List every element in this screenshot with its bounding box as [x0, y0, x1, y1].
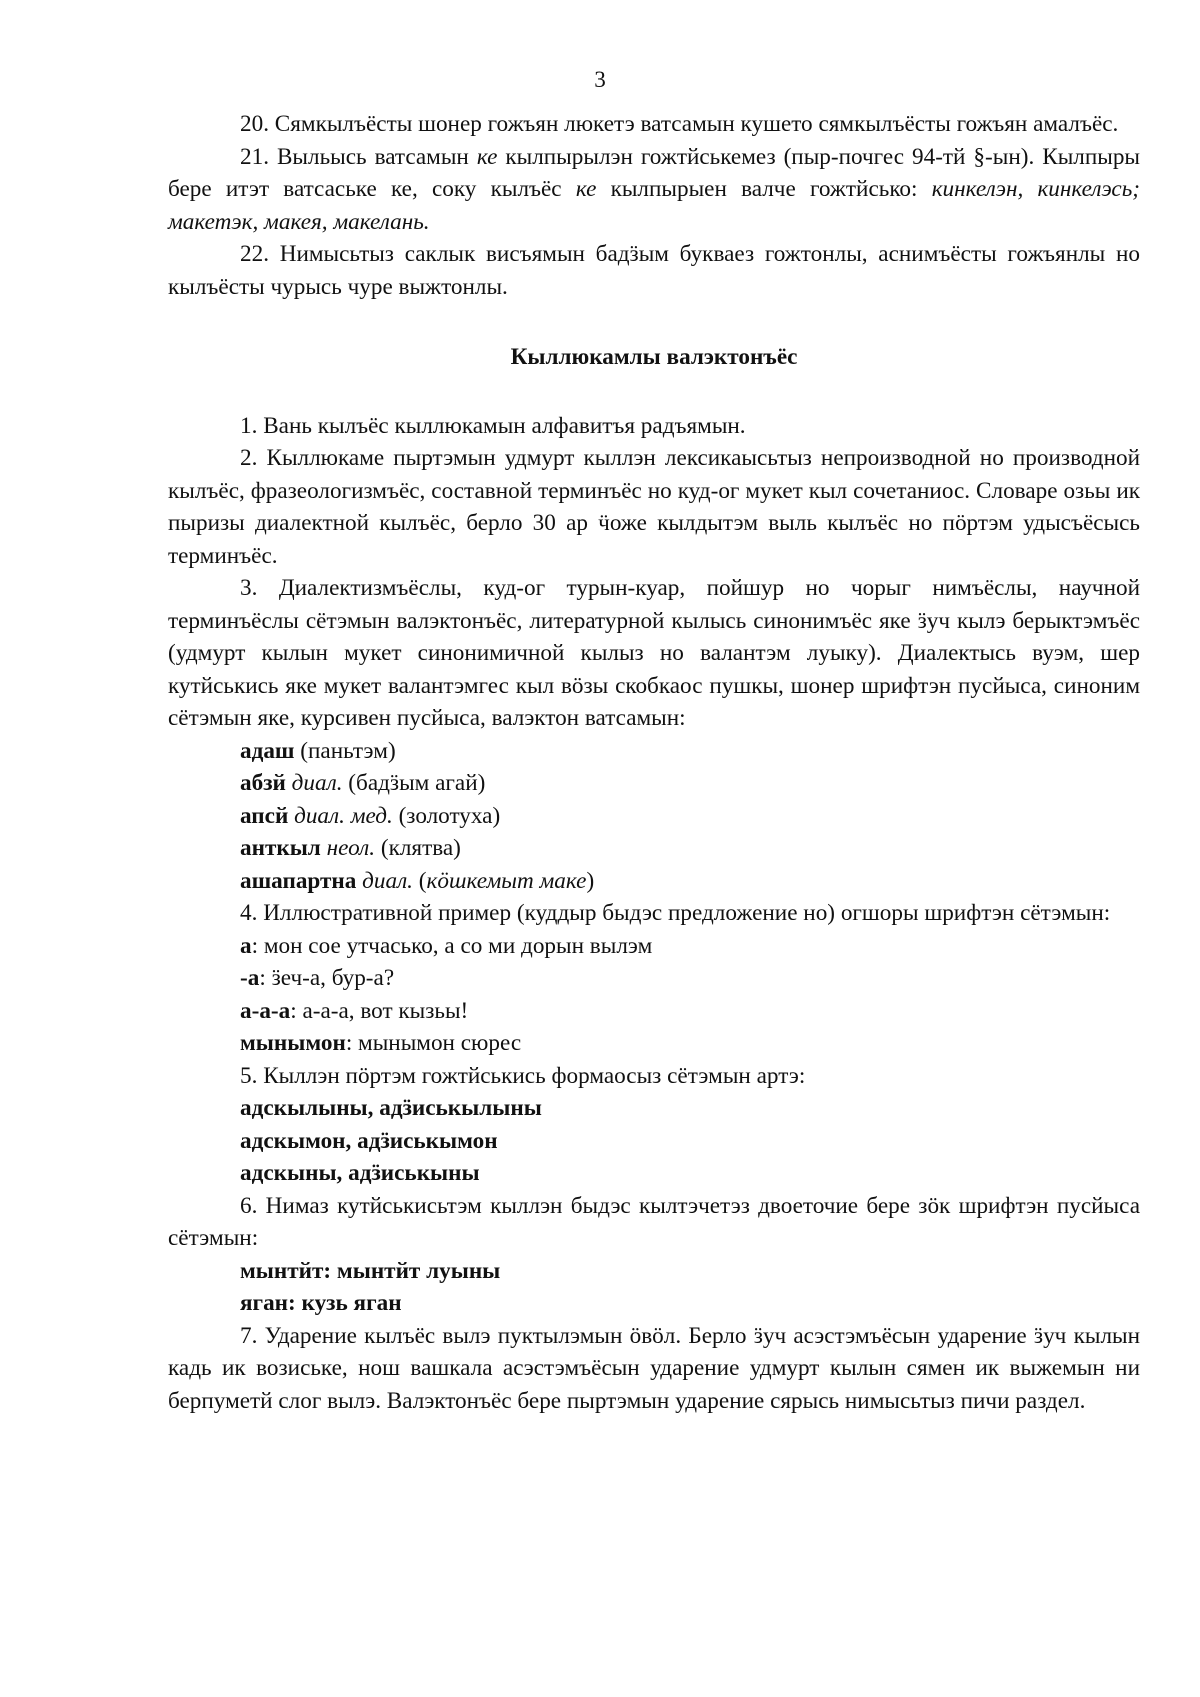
spelling-variant-example: адскыны, адӟиськыны [240, 1160, 480, 1186]
example-label: диал. мед. [288, 802, 393, 829]
example-headword: -а [240, 965, 260, 991]
paragraph-20: 20. Сямкылъёсты шонер гожъян люкетэ ватсамын кушето сямкылъёсты гожъян амалъёс. [240, 111, 1119, 137]
example-text: : мон сое утчасько, а со ми дорын вылэм [251, 932, 653, 959]
illustrative-example [240, 995, 1140, 1028]
phrase-example: мынтйт: мынтйт луыны [240, 1257, 501, 1284]
section-item-2: 2. Кыллюкаме пыртэмын удмурт кыллэн лексикаысьтыз непроизводной но производной кылъёс, фразеологизмъёс, составной терминъёс но куд-ог мукет кыл сочетаниос. Словаре озьы ик пыризы диалектной кылъёс, берло 30 ар ӵоже кылдытэм выль кылъёс но пӧртэм удысъёсысь терминъёс. [168, 445, 1140, 569]
illustrative-example [240, 962, 1140, 995]
dictionary-example [240, 865, 1140, 898]
example-headword: а-а-а [240, 997, 291, 1024]
example-label: неол. [320, 835, 376, 861]
example-gloss: (клятва) [375, 835, 461, 861]
spelling-variant-example: адскылыны, адӟиськылыны [240, 1095, 542, 1121]
example-headword: апсй [240, 802, 289, 829]
dictionary-example [240, 767, 1140, 800]
example-text: : мынымон сюрес [345, 1030, 522, 1056]
paragraph-21-ke-1: ке [476, 143, 498, 170]
phrase-example: яган: кузь яган [240, 1290, 402, 1316]
paragraph-21-text: 21. Выльысь ватсамын [240, 143, 477, 170]
example-headword: абзй [240, 770, 286, 796]
section-item-1: 1. Вань кылъёс кыллюкамын алфавитъя радъямын. [240, 412, 746, 439]
paragraph-22: 22. Нимысьтыз саклык висъямын бадӟым букваез гожтонлы, аснимъёсты гожъянлы но кылъёсты чурысь чуре выжтонлы. [168, 241, 1140, 300]
paragraph-21-text-3: кылпырыен валче гожтйсько: [596, 176, 932, 202]
illustrative-example [240, 930, 1140, 963]
example-gloss-close: ) [586, 867, 595, 894]
section-item-7: 7. Ударение кылъёс вылэ пуктылэмын ӧвӧл. Берло ӟуч асэстэмъёсын ударение ӟуч кылын кадь ик возиське, нош вашкала асэстэмъёсын ударение удмурт кылын сямен ик выжемын ни берпуметй слог вылэ. Валэктонъёс бере пыртэмын ударение сярысь нимысьтыз пичи раздел. [168, 1322, 1140, 1414]
example-headword: ашапартна [240, 867, 357, 894]
paragraph-21-ke-2: ке [575, 176, 597, 202]
example-headword: анткыл [240, 835, 321, 861]
example-label: диал. [356, 867, 413, 894]
paragraph-21-text-2: кылпырылэн гожтйськемез (пыр-почгес 94-тй §-ын). Кылпыры бере итэт ватсаське ке, соку кылъёс [168, 143, 1141, 202]
dictionary-example [240, 735, 1140, 768]
example-text: : ӟеч-а, бур-а? [259, 965, 395, 991]
example-gloss: (золотуха) [392, 802, 501, 829]
section-item-5: 5. Кыллэн пӧртэм гожтйськись формаосыз сётэмын артэ: [240, 1062, 806, 1089]
page-number: 3 [594, 67, 606, 93]
illustrative-example [240, 1027, 1140, 1060]
section-item-6: 6. Нимаз кутйськисьтэм кыллэн быдэс кылтэчетэз двоеточие бере зӧк шрифтэн пусйыса сётэмын: [168, 1192, 1140, 1251]
paragraph-21-examples: кинкелэн, кинкелэсь; макетэк, макея, макелань. [168, 176, 1140, 235]
example-gloss: (бадӟым агай) [342, 770, 486, 796]
example-gloss: (паньтэм) [294, 737, 396, 764]
example-headword: мынымон [240, 1030, 346, 1056]
example-gloss-italic: кӧшкемыт маке [426, 867, 587, 894]
dictionary-example [240, 800, 1140, 833]
example-gloss-open: ( [412, 867, 427, 894]
paragraph-21 [168, 141, 1140, 239]
section-heading: Кыллюкамлы валэктонъёс [510, 344, 798, 370]
example-label: диал. [285, 770, 343, 796]
section-item-4: 4. Иллюстративной пример (куддыр быдэс предложение но) огшоры шрифтэн сётэмын: [240, 900, 1111, 926]
example-headword: а [240, 932, 252, 959]
document-body [168, 108, 1140, 1417]
section-item-3: 3. Диалектизмъёслы, куд-ог турын-куар, пойшур но чорыг нимъёслы, научной терминъёслы сётэмын валэктонъёс, литературной кылысь синонимъёс яке ӟуч кылэ берыктэмъёс (удмурт кылын мукет синонимичной кылыз но валантэм луыку). Диалектысь вуэм, шер кутйськись яке мукет валантэмгес кыл вӧзы скобкаос пушкы, шонер шрифтэн пусйыса, синоним сётэмын яке, курсивен пусйыса, валэктон ватсамын: [168, 575, 1140, 731]
example-text: : а-а-а, вот кызьы! [290, 997, 469, 1024]
spelling-variant-example: адскымон, адӟиськымон [240, 1127, 498, 1154]
dictionary-example [240, 832, 1140, 865]
example-headword: адаш [240, 737, 295, 764]
